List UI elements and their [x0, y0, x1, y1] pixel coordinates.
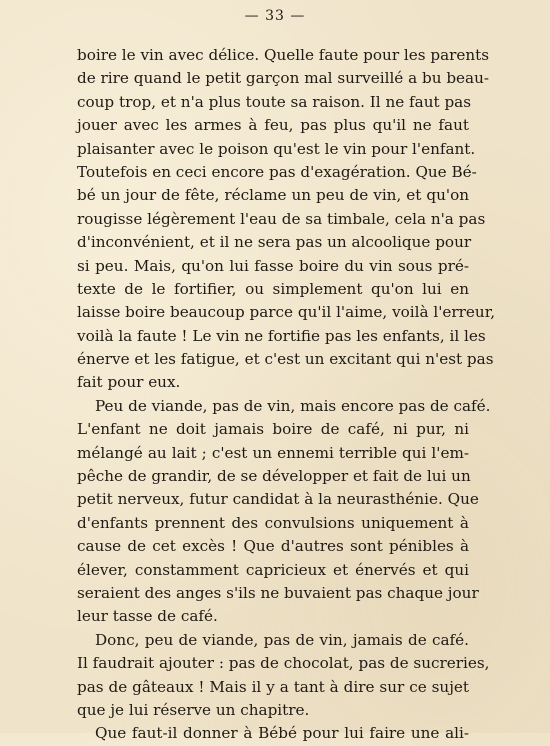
page-number: — 33 —: [244, 8, 306, 24]
text-line: d'inconvénient, et il ne sera pas un alcoolique pour: [77, 233, 472, 252]
text-line: Toutefois en ceci encore pas d'exagération. Que Bé-: [77, 162, 477, 181]
text-line: pas de gâteaux ! Mais il y a tant à dire sur ce sujet: [77, 677, 469, 696]
text-line: pêche de grandir, de se développer et fait de lui un: [77, 467, 471, 486]
text-line: de rire quand le petit garçon mal surveillé a bu beau-: [77, 69, 490, 88]
text-line: jouer avec les armes à feu, pas plus qu'il ne faut: [77, 116, 469, 135]
text-line: cause de cet excès ! Que d'autres sont pénibles à: [77, 537, 469, 556]
text-line: d'enfants prennent des convulsions uniquement à: [77, 513, 469, 532]
body-text: [77, 44, 496, 746]
text-line: Donc, peu de viande, pas de vin, jamais de café.: [95, 630, 469, 649]
text-line: énerve et les fatigue, et c'est un excitant qui n'est pas: [77, 350, 494, 369]
text-line: seraient des anges s'ils ne buvaient pas chaque jour: [77, 583, 479, 602]
text-line: boire le vin avec délice. Quelle faute pour les parents: [77, 46, 490, 64]
text-line: laisse boire beaucoup parce qu'il l'aime, voilà l'erreur,: [77, 303, 496, 322]
text-line: que je lui réserve un chapitre.: [77, 700, 310, 719]
text-line: petit nerveux, futur candidat à la neurasthénie. Que: [77, 490, 479, 509]
text-line: coup trop, et n'a plus toute sa raison. Il ne faut pas: [77, 92, 472, 111]
text-line: plaisanter avec le poison qu'est le vin pour l'enfant.: [77, 139, 476, 158]
text-line: fait pour eux.: [77, 373, 181, 392]
text-line: si peu. Mais, qu'on lui fasse boire du vin sous pré-: [77, 256, 469, 275]
text-line: élever, constamment capricieux et énervés et qui: [77, 560, 469, 579]
text-line: rougisse légèrement l'eau de sa timbale, cela n'a pas: [77, 209, 486, 228]
text-line: Peu de viande, pas de vin, mais encore pas de café.: [95, 396, 491, 415]
text-line: Il faudrait ajouter : pas de chocolat, pas de sucreries,: [77, 654, 490, 673]
text-line: Que faut-il donner à Bébé pour lui faire une ali-: [95, 724, 469, 743]
text-line: bé un jour de fête, réclame un peu de vin, et qu'on: [77, 186, 469, 205]
text-line: texte de le fortifier, ou simplement qu'on lui en: [77, 279, 469, 298]
text-line: L'enfant ne doit jamais boire de café, ni pur, ni: [77, 420, 469, 439]
text-line: mélangé au lait ; c'est un ennemi terrible qui l'em-: [77, 443, 469, 462]
text-line: voilà la faute ! Le vin ne fortifie pas les enfants, il les: [77, 326, 486, 345]
text-line: leur tasse de café.: [77, 607, 218, 626]
